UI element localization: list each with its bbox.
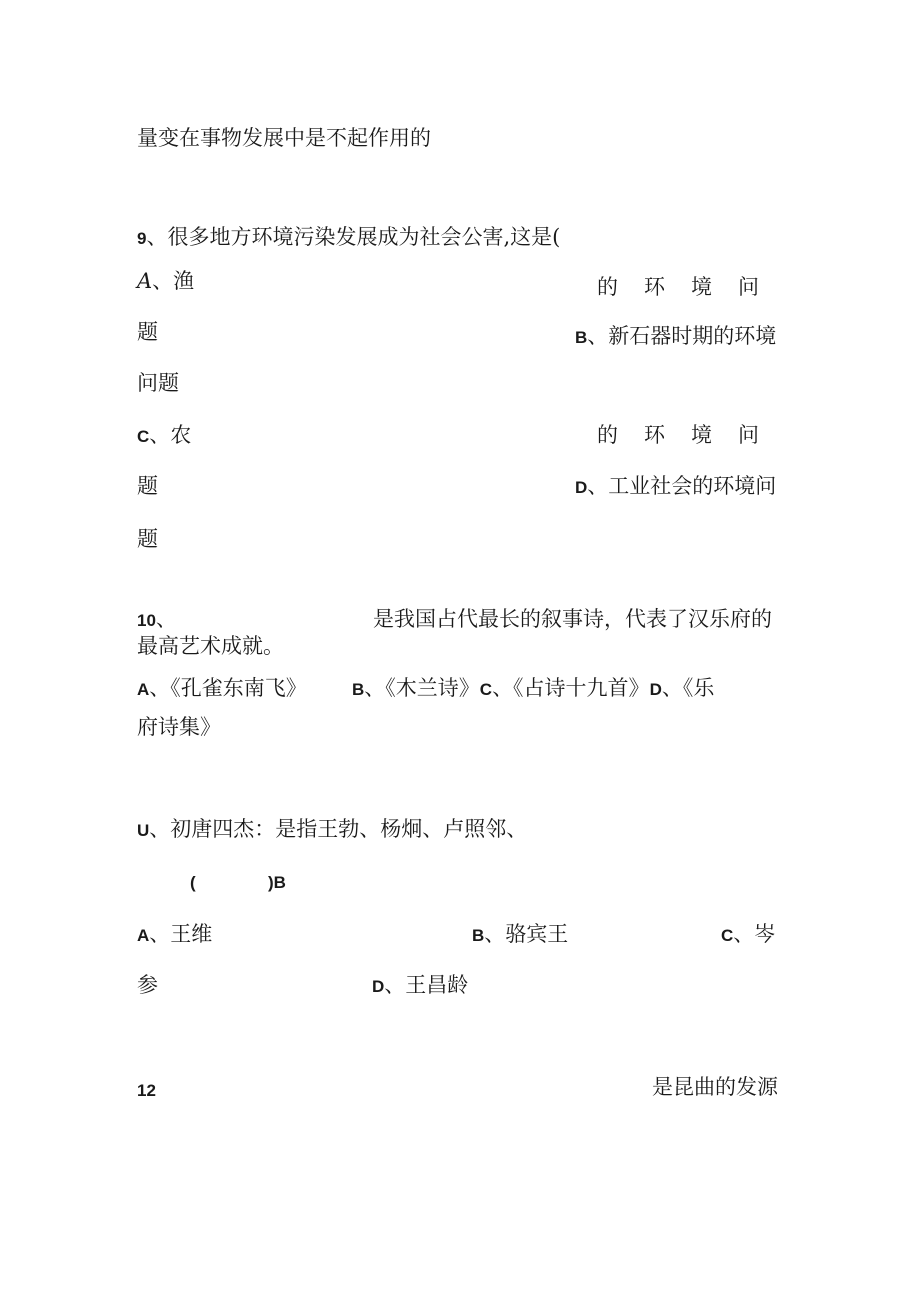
q9-option-a-right: 的环境问	[597, 275, 785, 299]
q9-option-c-letter: C	[137, 427, 150, 446]
question-12-number: 12	[137, 1081, 156, 1100]
q10-option-c-text: 、《占诗十九首》	[492, 676, 650, 700]
q11-option-a: A、王维	[137, 922, 213, 946]
q11-option-b: B、骆宾王	[472, 922, 569, 946]
q10-option-a: A、《孔雀东南飞》	[137, 676, 307, 700]
continued-line: 量变在事物发展中是不起作用的	[137, 126, 431, 150]
q9-option-d: D、工业社会的环境问	[575, 474, 777, 498]
q11-option-c: C、岑	[721, 922, 776, 946]
question-9-stem: 9、很多地方环境污染发展成为社会公害,这是(	[137, 225, 561, 249]
q11-option-a-letter: A	[137, 926, 150, 945]
q9-option-c-right: 的环境问	[597, 423, 785, 447]
q9-option-c: C、农	[137, 423, 192, 447]
q9-option-a: A、渔	[137, 269, 195, 293]
question-12-stem: 是昆曲的发源	[652, 1075, 778, 1099]
question-9-number: 9	[137, 229, 147, 248]
q10-option-d-continuation: 府诗集》	[137, 715, 221, 739]
question-10-number: 10、	[137, 607, 177, 631]
q11-option-b-letter: B	[472, 926, 485, 945]
question-10-stem-continuation: 最高艺术成就。	[137, 634, 284, 658]
q10-option-c-letter: C	[479, 680, 493, 699]
q9-option-b-continuation: 问题	[137, 371, 179, 395]
q11-answer-paren-close: )B	[268, 873, 286, 892]
q10-option-b-letter: B	[352, 680, 365, 699]
q9-option-a-continuation: 题	[137, 320, 158, 344]
q9-option-b-letter: B	[575, 328, 588, 347]
question-11-number: U	[137, 821, 150, 840]
q9-option-c-continuation: 题	[137, 474, 158, 498]
q9-option-d-continuation-clipped: 题	[137, 527, 158, 551]
q10-option-d-text: 、《乐	[661, 676, 715, 700]
q11-option-c-continuation: 参	[137, 973, 158, 997]
q11-option-d-letter: D	[372, 977, 385, 996]
q9-option-b: B、新石器时期的环境	[575, 324, 777, 348]
q11-option-c-letter: C	[721, 926, 734, 945]
q10-option-a-letter: A	[137, 680, 150, 699]
q11-answer-paren-open: (	[190, 873, 196, 892]
q9-option-d-letter: D	[575, 478, 588, 497]
question-10-stem: 是我国占代最长的叙事诗，代表了汉乐府的	[373, 607, 772, 631]
question-11-stem: U、初唐四杰：是指王勃、杨炯、卢照邻、	[137, 817, 528, 841]
q10-option-d-letter: D	[649, 680, 662, 699]
q10-option-b-text: 、《木兰诗》	[364, 676, 480, 700]
q10-option-b-c-d	[352, 678, 714, 699]
q9-option-a-letter: A	[137, 269, 153, 293]
q11-option-d: D、王昌龄	[372, 973, 469, 997]
